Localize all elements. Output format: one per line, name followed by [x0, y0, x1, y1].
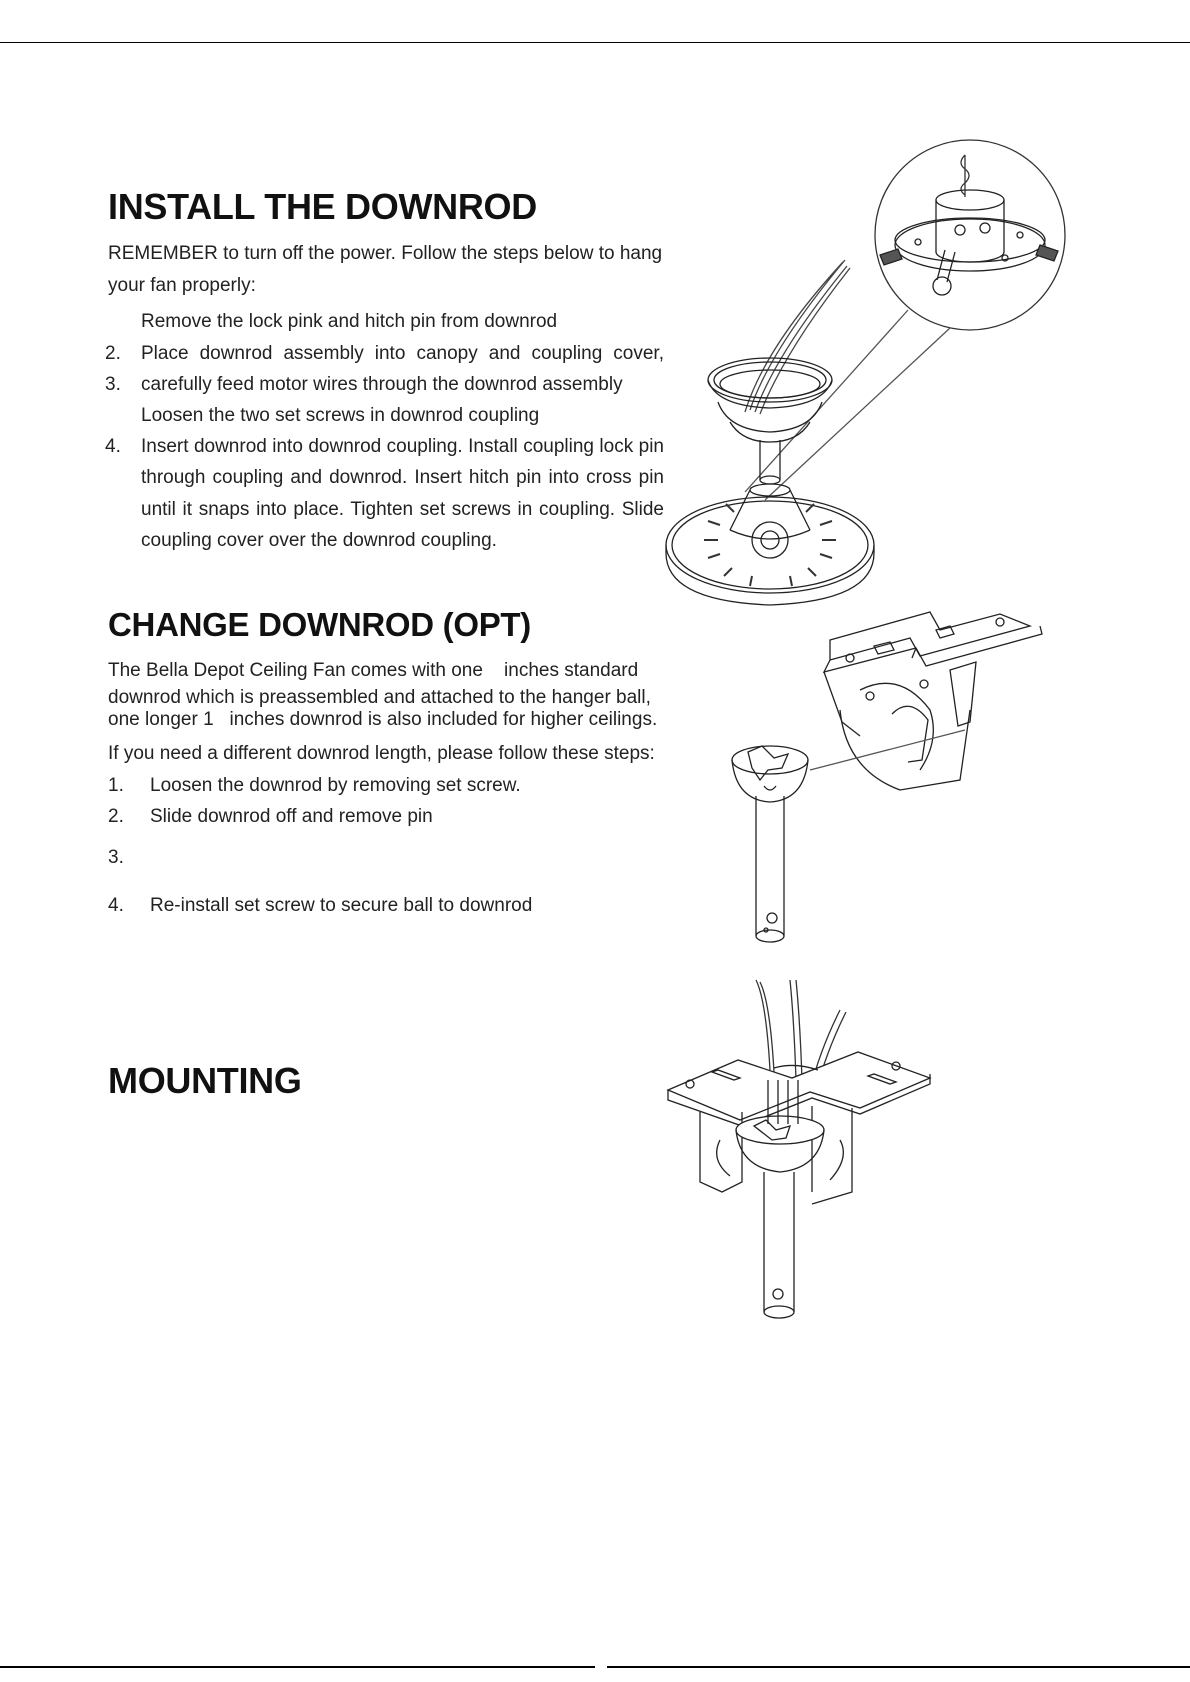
install-step3: carefully feed motor wires through the downrod assembly [141, 374, 623, 395]
change-step3-number: 3. [108, 847, 124, 868]
install-step2: Place downrod assembly into canopy and coupling cover, [141, 343, 664, 364]
change-title: CHANGE DOWNROD (OPT) [108, 606, 531, 643]
install-step4-line4: coupling cover over the downrod coupling. [141, 530, 497, 551]
change-step1-number: 1. [108, 775, 124, 796]
install-step4-line2: through coupling and downrod. Insert hitch pin into cross pin [141, 467, 664, 488]
install-step3b: Loosen the two set screws in downrod coupling [141, 405, 540, 426]
change-step1: Loosen the downrod by removing set screw. [150, 775, 521, 796]
install-intro-line2: your fan properly: [108, 275, 256, 296]
install-step4-number: 4. [105, 436, 121, 457]
install-title: INSTALL THE DOWNROD [108, 186, 537, 227]
install-step1: Remove the lock pink and hitch pin from downrod [141, 311, 558, 332]
hanger-ball-bracket-illustration [720, 610, 1080, 940]
change-step4-number: 4. [108, 895, 124, 916]
mounting-title: MOUNTING [108, 1060, 302, 1101]
change-para1-line3: one longer 1 inches downrod is also included for higher ceilings. [108, 709, 658, 730]
install-step4-line3: until it snaps into place. Tighten set screws in coupling. Slide [141, 499, 664, 520]
downrod-canopy-illustration [660, 140, 1080, 620]
install-step3-number: 3. [105, 374, 121, 395]
change-step4: Re-install set screw to secure ball to downrod [150, 895, 533, 916]
change-para2: If you need a different downrod length, please follow these steps: [108, 743, 655, 764]
install-step4-line1: Insert downrod into downrod coupling. Install coupling lock pin [141, 436, 664, 457]
bottom-rule-right [607, 1666, 1190, 1668]
change-step2-number: 2. [108, 806, 124, 827]
change-step2: Slide downrod off and remove pin [150, 806, 433, 827]
change-para1-line2: downrod which is preassembled and attached to the hanger ball, [108, 687, 651, 708]
bottom-rule-left [0, 1666, 595, 1668]
install-intro-line1: REMEMBER to turn off the power. Follow the steps below to hang [108, 243, 663, 264]
top-rule [0, 42, 1190, 43]
change-para1-line1: The Bella Depot Ceiling Fan comes with one inches standard [108, 660, 639, 681]
install-step2-number: 2. [105, 343, 121, 364]
mounting-bracket-illustration [660, 980, 980, 1340]
